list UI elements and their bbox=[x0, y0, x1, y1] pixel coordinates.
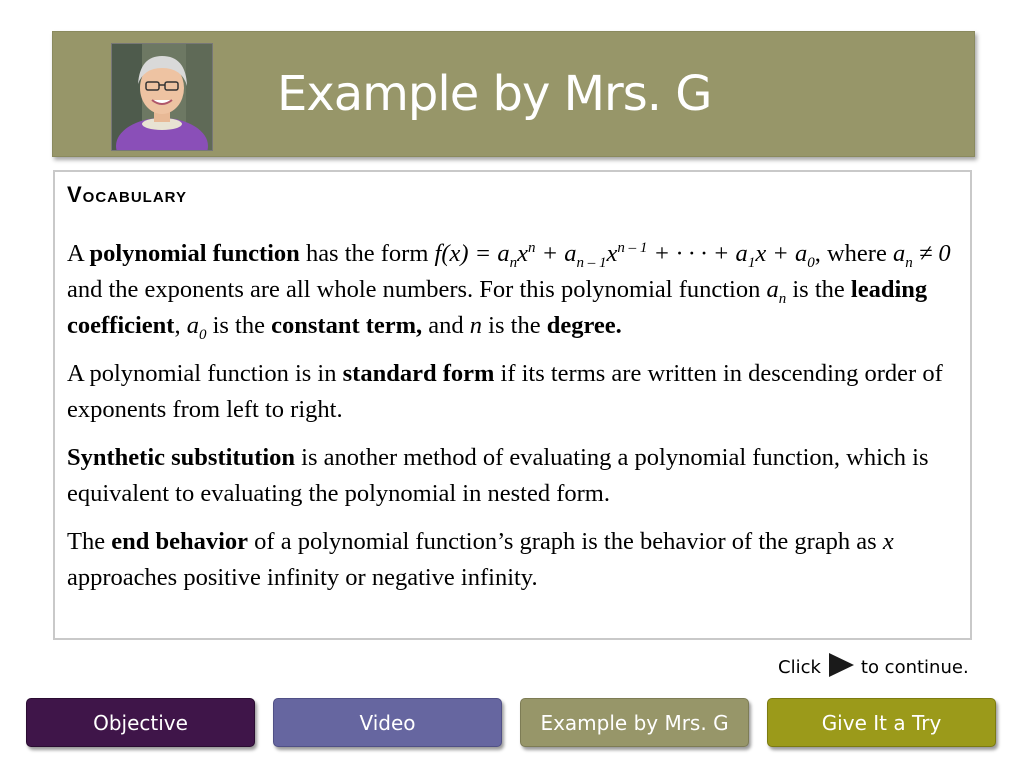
example-button[interactable]: Example by Mrs. G bbox=[520, 698, 749, 747]
text-run: is the bbox=[206, 312, 272, 339]
vocabulary-heading: Vocabulary bbox=[67, 182, 187, 207]
polynomial-definition bbox=[67, 236, 967, 344]
text-run: , where bbox=[814, 240, 893, 267]
text-run: approaches positive infinity or negative infinity. bbox=[67, 564, 538, 591]
text-run: and the exponents are all whole numbers. For this polynomial function bbox=[67, 276, 767, 303]
continue-label: to continue. bbox=[860, 656, 969, 678]
var-an: $a_n$ bbox=[766, 276, 787, 307]
text-run: has the form bbox=[299, 240, 435, 267]
continue-click-label: Click bbox=[778, 656, 821, 678]
term-synthetic-substitution: Synthetic substitution bbox=[67, 444, 296, 471]
text-run: The bbox=[67, 528, 112, 555]
video-button[interactable]: Video bbox=[273, 698, 502, 747]
vocabulary-panel bbox=[53, 170, 972, 640]
avatar bbox=[111, 43, 213, 151]
formula-start: f(x) = a bbox=[434, 240, 510, 267]
page-title: Example by Mrs. G bbox=[277, 66, 712, 122]
text-run: and bbox=[422, 312, 470, 339]
synthetic-substitution-definition bbox=[67, 440, 967, 512]
leading-nonzero-condition: $a_n \ne 0$ bbox=[892, 240, 951, 271]
standard-form-definition bbox=[67, 356, 967, 428]
text-run: is another method of evaluating a polynomial function, which is equivalent to evaluating the polynomial in nested form. bbox=[67, 444, 929, 507]
avatar-photo bbox=[112, 44, 212, 150]
term-leading-coefficient: leading coefficient bbox=[67, 276, 928, 339]
text-run: , bbox=[174, 312, 187, 339]
text-run: of a polynomial function’s graph is the behavior of the graph as bbox=[248, 528, 883, 555]
text-run: A bbox=[67, 240, 90, 267]
text-run: is the bbox=[786, 276, 851, 303]
var-a0: $a_0$ bbox=[186, 312, 207, 343]
end-behavior-definition bbox=[67, 524, 967, 596]
objective-button[interactable]: Objective bbox=[26, 698, 255, 747]
term-standard-form: standard form bbox=[342, 360, 495, 387]
term-end-behavior: end behavior bbox=[111, 528, 249, 555]
text-run: A polynomial function is in bbox=[67, 360, 343, 387]
title-banner bbox=[52, 31, 975, 157]
play-icon[interactable] bbox=[827, 652, 855, 683]
term-constant-term: constant term, bbox=[271, 312, 423, 339]
text-run: is the bbox=[482, 312, 547, 339]
polynomial-formula: $f(x) = a_nx^n + a_{n - 1}x^{n - 1}$ + · · · + $a_1x + a_0$ bbox=[434, 239, 815, 271]
var-x: x bbox=[882, 528, 894, 555]
term-polynomial-function: polynomial function bbox=[89, 240, 300, 267]
continue-prompt bbox=[778, 655, 969, 679]
var-n: n bbox=[469, 312, 483, 339]
term-degree: degree. bbox=[546, 312, 622, 339]
text-run: if its terms are written in descending order of exponents from left to right. bbox=[67, 360, 943, 423]
vocabulary-body bbox=[67, 236, 967, 608]
give-it-a-try-button[interactable]: Give It a Try bbox=[767, 698, 996, 747]
